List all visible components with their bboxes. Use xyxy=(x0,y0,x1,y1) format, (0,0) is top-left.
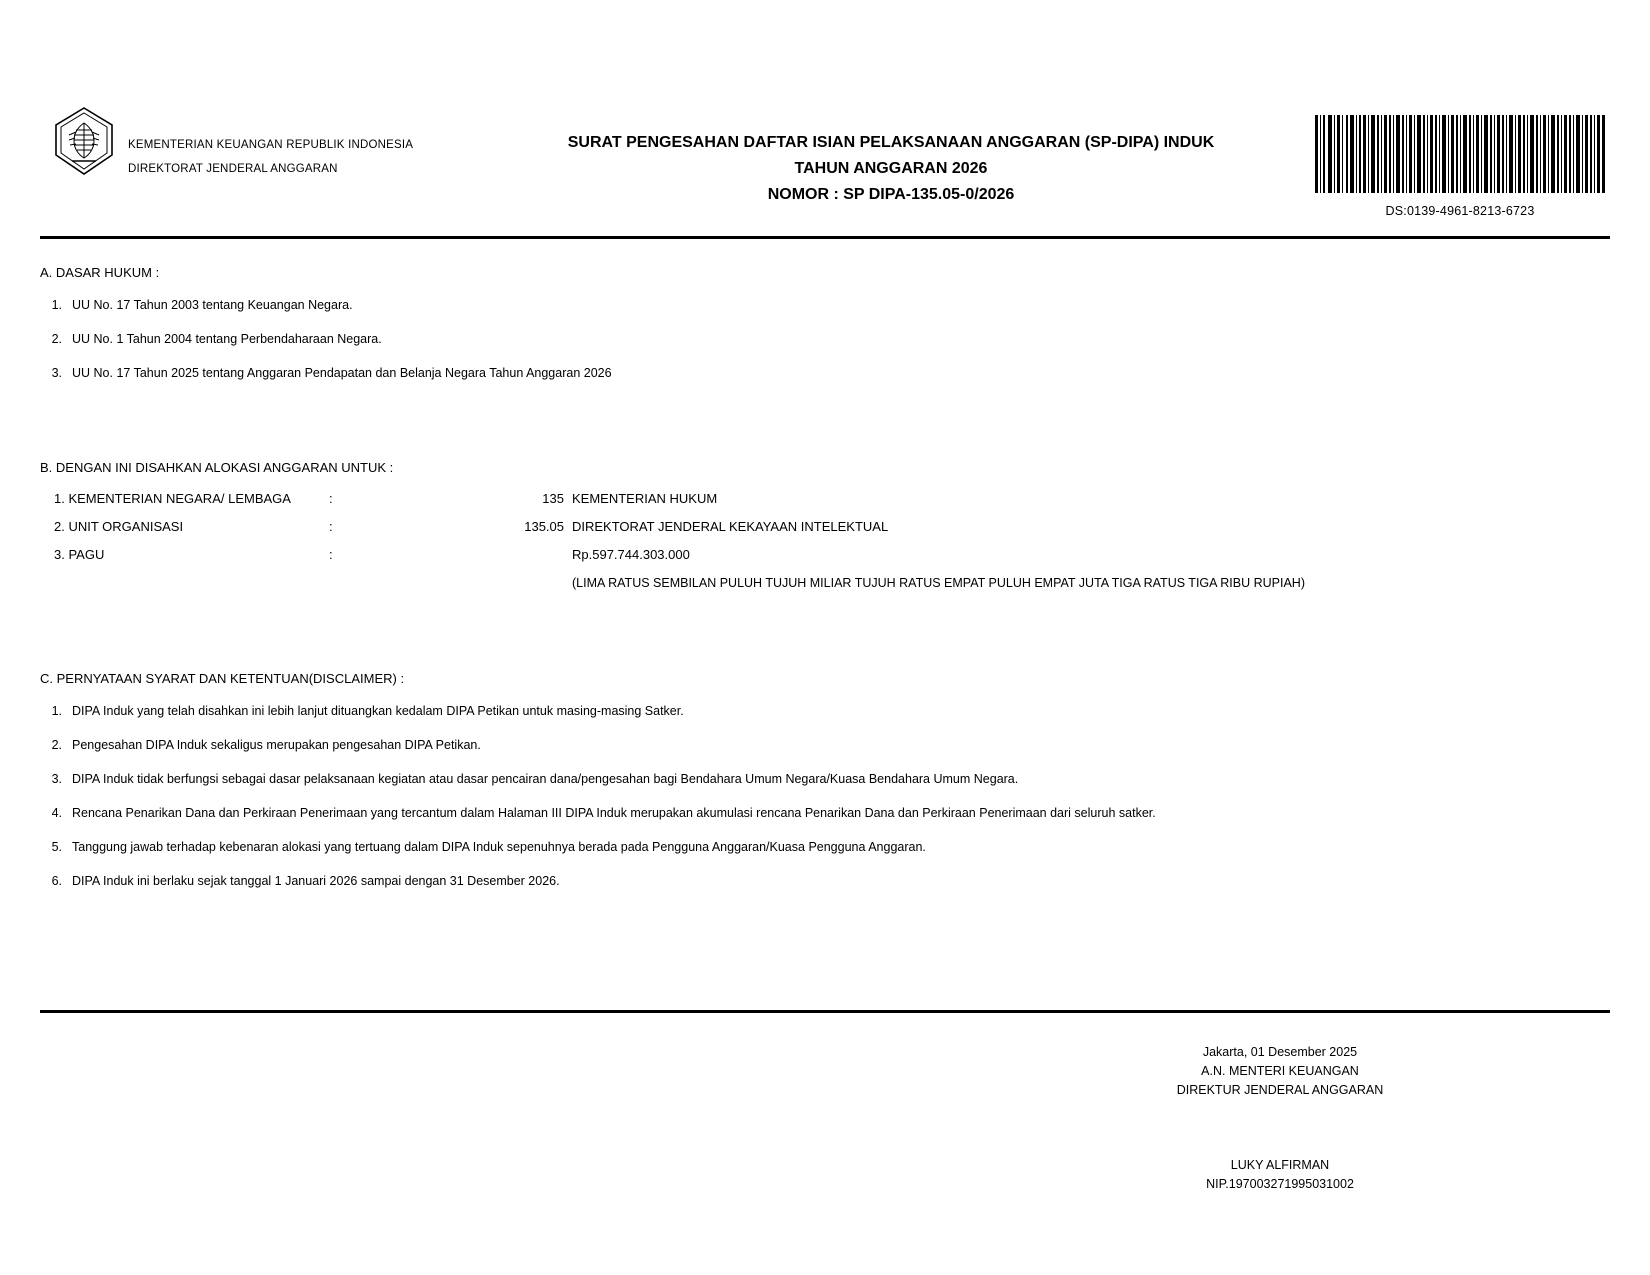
row-label-empty xyxy=(40,569,329,597)
pagu-in-words: (LIMA RATUS SEMBILAN PULUH TUJUH MILIAR TUJUH RATUS EMPAT PULUH EMPAT JUTA TIGA RATUS TIGA RIBU RUPIAH) xyxy=(572,576,1305,590)
header-right xyxy=(1310,105,1610,218)
list-item xyxy=(40,770,1610,788)
row-value: DIREKTORAT JENDERAL KEKAYAAN INTELEKTUAL xyxy=(572,519,889,534)
document-header xyxy=(0,0,1650,218)
list-item-number: 4. xyxy=(51,806,62,820)
list-item-number: 2. xyxy=(51,738,62,752)
list-item-text: Pengesahan DIPA Induk sekaligus merupakan pengesahan DIPA Petikan. xyxy=(72,738,481,752)
section-c-heading: C. PERNYATAAN SYARAT DAN KETENTUAN(DISCLAIMER) : xyxy=(40,671,405,686)
list-item-number: 2. xyxy=(51,332,62,346)
list-item-text: DIPA Induk yang telah disahkan ini lebih lanjut dituangkan kedalam DIPA Petikan untuk masing-masing Satker. xyxy=(72,704,684,718)
list-item xyxy=(40,838,1610,856)
section-b-heading: B. DENGAN INI DISAHKAN ALOKASI ANGGARAN UNTUK : xyxy=(40,460,394,475)
row-code xyxy=(449,541,572,569)
row-label: 2. UNIT ORGANISASI xyxy=(54,519,184,534)
list-item xyxy=(40,364,1610,382)
list-item xyxy=(40,330,1610,348)
row-colon-empty xyxy=(329,569,449,597)
row-label: 3. PAGU xyxy=(54,547,105,562)
header-left xyxy=(40,105,472,181)
table-row xyxy=(40,541,1305,569)
digital-signature-code: DS:0139-4961-8213-6723 xyxy=(1385,204,1535,218)
title-line-2: TAHUN ANGGARAN 2026 xyxy=(794,160,988,177)
row-value: Rp.597.744.303.000 xyxy=(572,547,690,562)
signer-name: LUKY ALFIRMAN xyxy=(1230,1158,1330,1172)
ministry-name-line2: DIREKTORAT JENDERAL ANGGARAN xyxy=(128,163,338,175)
row-code-empty xyxy=(449,569,572,597)
list-item-text: UU No. 17 Tahun 2025 tentang Anggaran Pendapatan dan Belanja Negara Tahun Anggaran 2026 xyxy=(72,366,612,380)
row-code: 135 xyxy=(542,491,564,506)
signer-nip: NIP.197003271995031002 xyxy=(1206,1177,1354,1191)
list-item xyxy=(40,702,1610,720)
ministry-name-line1: KEMENTERIAN KEUANGAN REPUBLIK INDONESIA xyxy=(128,139,414,151)
document-title xyxy=(472,105,1310,208)
table-row xyxy=(40,513,1305,541)
signature-block xyxy=(1070,1043,1490,1194)
list-item-text: Rencana Penarikan Dana dan Perkiraan Penerimaan yang tercantum dalam Halaman III DIPA Induk merupakan akumulasi rencana Penarikan Dana dan Perkiraan Penerimaan dari seluruh satker. xyxy=(72,806,1156,820)
list-item-text: DIPA Induk ini berlaku sejak tanggal 1 Januari 2026 sampai dengan 31 Desember 2026. xyxy=(72,874,560,888)
document-body xyxy=(0,265,1650,1010)
row-colon: : xyxy=(329,547,333,562)
list-item-text: Tanggung jawab terhadap kebenaran alokasi yang tertuang dalam DIPA Induk sepenuhnya berada pada Pengguna Anggaran/Kuasa Pengguna Anggaran. xyxy=(72,840,926,854)
title-line-1: SURAT PENGESAHAN DAFTAR ISIAN PELAKSANAAN ANGGARAN (SP-DIPA) INDUK xyxy=(567,134,1215,151)
row-label: 1. KEMENTERIAN NEGARA/ LEMBAGA xyxy=(54,491,291,506)
list-item-number: 1. xyxy=(51,704,62,718)
ministry-text xyxy=(128,105,413,181)
list-item-text: DIPA Induk tidak berfungsi sebagai dasar pelaksanaan kegiatan atau dasar pencairan dana/pengesahan bagi Bendahara Umum Negara/Kuasa Bendahara Umum Negara. xyxy=(72,772,1019,786)
section-a-list xyxy=(40,296,1610,382)
signature-area xyxy=(0,1043,1650,1194)
row-value: KEMENTERIAN HUKUM xyxy=(572,491,718,506)
garuda-emblem-icon xyxy=(52,105,116,177)
section-spacer xyxy=(40,890,1610,1010)
list-item-text: UU No. 17 Tahun 2003 tentang Keuangan Negara. xyxy=(72,298,353,312)
signature-position: DIREKTUR JENDERAL ANGGARAN xyxy=(1176,1083,1384,1097)
list-item xyxy=(40,736,1610,754)
signature-place-date: Jakarta, 01 Desember 2025 xyxy=(1202,1045,1358,1059)
title-line-3-number: NOMOR : SP DIPA-135.05-0/2026 xyxy=(767,186,1015,203)
list-item xyxy=(40,804,1610,822)
list-item-number: 5. xyxy=(51,840,62,854)
table-row xyxy=(40,569,1305,597)
section-a-heading: A. DASAR HUKUM : xyxy=(40,265,160,280)
signature-on-behalf: A.N. MENTERI KEUANGAN xyxy=(1201,1064,1359,1078)
list-item xyxy=(40,872,1610,890)
list-item-number: 1. xyxy=(51,298,62,312)
table-row xyxy=(40,485,1305,513)
list-item-number: 3. xyxy=(51,772,62,786)
allocation-table xyxy=(40,485,1305,597)
list-item xyxy=(40,296,1610,314)
barcode-icon xyxy=(1315,115,1605,193)
section-spacer xyxy=(40,597,1610,645)
list-item-text: UU No. 1 Tahun 2004 tentang Perbendaharaan Negara. xyxy=(72,332,382,346)
signature-gap xyxy=(1070,1100,1490,1156)
row-colon: : xyxy=(329,519,333,534)
section-spacer xyxy=(40,382,1610,434)
list-item-number: 6. xyxy=(51,874,62,888)
footer-divider xyxy=(40,1010,1610,1013)
row-colon: : xyxy=(329,491,333,506)
row-code: 135.05 xyxy=(524,519,564,534)
list-item-number: 3. xyxy=(51,366,62,380)
header-divider xyxy=(40,236,1610,239)
section-c-list xyxy=(40,702,1610,890)
